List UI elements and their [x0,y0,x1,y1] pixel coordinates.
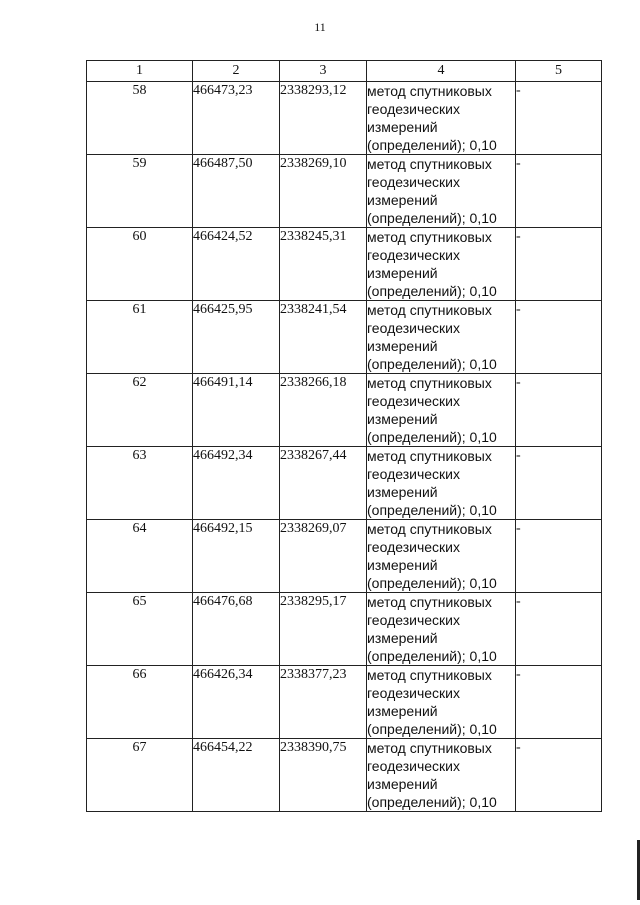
method-cell [367,228,516,301]
note-cell: - [516,666,602,739]
method-line: геодезических [367,685,460,701]
x-coordinate-cell: 466473,23 [193,82,280,155]
column-header-3: 3 [280,61,367,82]
y-coordinate-cell: 2338390,75 [280,739,367,812]
point-number-cell: 59 [87,155,193,228]
table-body [87,82,602,812]
method-line: метод спутниковых [367,302,492,318]
table-row [87,155,602,228]
y-coordinate-cell: 2338269,10 [280,155,367,228]
table-row [87,666,602,739]
column-header-4: 4 [367,61,516,82]
method-line: геодезических [367,612,460,628]
column-header-1: 1 [87,61,193,82]
method-line: геодезических [367,466,460,482]
method-line: геодезических [367,539,460,555]
method-line: (определений); 0,10 [367,721,497,737]
x-coordinate-cell: 466492,15 [193,520,280,593]
method-cell [367,666,516,739]
table-row [87,447,602,520]
table-row [87,374,602,447]
method-line: геодезических [367,101,460,117]
page-number: 11 [314,20,326,34]
method-line: геодезических [367,393,460,409]
point-number-cell: 62 [87,374,193,447]
note-cell: - [516,82,602,155]
method-line: метод спутниковых [367,375,492,391]
table-row [87,82,602,155]
point-number-cell: 64 [87,520,193,593]
table-header-row [87,61,602,82]
method-line: измерений [367,703,438,719]
method-cell [367,447,516,520]
method-line: измерений [367,192,438,208]
x-coordinate-cell: 466425,95 [193,301,280,374]
method-line: измерений [367,630,438,646]
y-coordinate-cell: 2338377,23 [280,666,367,739]
note-cell: - [516,593,602,666]
column-header-2: 2 [193,61,280,82]
note-cell: - [516,155,602,228]
method-cell [367,301,516,374]
method-line: геодезических [367,320,460,336]
method-line: (определений); 0,10 [367,356,497,372]
x-coordinate-cell: 466454,22 [193,739,280,812]
point-number-cell: 63 [87,447,193,520]
note-cell: - [516,301,602,374]
method-line: метод спутниковых [367,83,492,99]
table-row [87,593,602,666]
y-coordinate-cell: 2338266,18 [280,374,367,447]
point-number-cell: 65 [87,593,193,666]
method-line: (определений); 0,10 [367,502,497,518]
method-line: измерений [367,338,438,354]
method-cell [367,82,516,155]
method-line: (определений); 0,10 [367,137,497,153]
method-line: (определений); 0,10 [367,648,497,664]
x-coordinate-cell: 466492,34 [193,447,280,520]
note-cell: - [516,374,602,447]
method-line: измерений [367,265,438,281]
y-coordinate-cell: 2338293,12 [280,82,367,155]
point-number-cell: 67 [87,739,193,812]
point-number-cell: 60 [87,228,193,301]
method-line: измерений [367,484,438,500]
y-coordinate-cell: 2338267,44 [280,447,367,520]
method-cell [367,739,516,812]
point-number-cell: 66 [87,666,193,739]
point-number-cell: 61 [87,301,193,374]
y-coordinate-cell: 2338295,17 [280,593,367,666]
method-line: (определений); 0,10 [367,283,497,299]
y-coordinate-cell: 2338245,31 [280,228,367,301]
method-line: геодезических [367,174,460,190]
table-row [87,739,602,812]
column-header-5: 5 [516,61,602,82]
method-line: измерений [367,411,438,427]
point-number-cell: 58 [87,82,193,155]
method-line: геодезических [367,758,460,774]
coordinates-table [86,60,602,812]
method-line: геодезических [367,247,460,263]
method-cell [367,374,516,447]
method-line: (определений); 0,10 [367,575,497,591]
y-coordinate-cell: 2338241,54 [280,301,367,374]
x-coordinate-cell: 466426,34 [193,666,280,739]
method-cell [367,520,516,593]
method-cell [367,155,516,228]
method-line: (определений); 0,10 [367,794,497,810]
note-cell: - [516,739,602,812]
method-line: измерений [367,776,438,792]
note-cell: - [516,520,602,593]
method-cell [367,593,516,666]
method-line: (определений); 0,10 [367,210,497,226]
method-line: метод спутниковых [367,521,492,537]
table-row [87,301,602,374]
x-coordinate-cell: 466487,50 [193,155,280,228]
y-coordinate-cell: 2338269,07 [280,520,367,593]
note-cell: - [516,228,602,301]
method-line: метод спутниковых [367,740,492,756]
method-line: метод спутниковых [367,229,492,245]
x-coordinate-cell: 466476,68 [193,593,280,666]
method-line: метод спутниковых [367,594,492,610]
x-coordinate-cell: 466424,52 [193,228,280,301]
x-coordinate-cell: 466491,14 [193,374,280,447]
method-line: измерений [367,119,438,135]
table-row [87,228,602,301]
method-line: метод спутниковых [367,448,492,464]
method-line: метод спутниковых [367,156,492,172]
method-line: измерений [367,557,438,573]
method-line: (определений); 0,10 [367,429,497,445]
table-row [87,520,602,593]
method-line: метод спутниковых [367,667,492,683]
note-cell: - [516,447,602,520]
